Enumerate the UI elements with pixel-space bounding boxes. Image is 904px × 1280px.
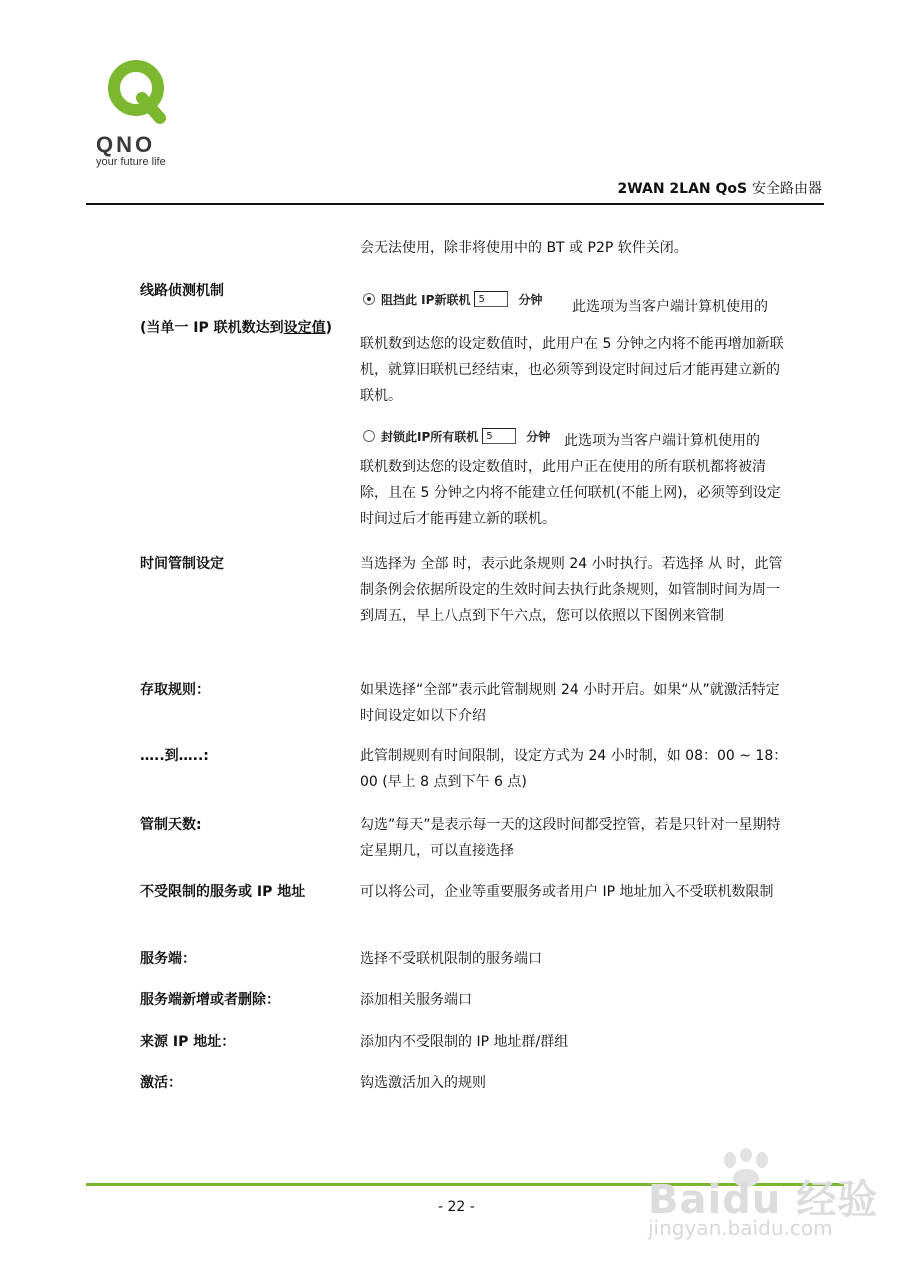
watermark-sub-text: jingyan.baidu.com [648,1216,833,1240]
row-desc-control-days: 勾选”每天”是表示每一天的这段时间都受控管，若是只针对一星期特定星期几，可以直接选择 [360,817,781,859]
option1-unit: 分钟 [518,292,543,307]
row-desc-service-add-remove: 添加相关服务端口 [360,992,472,1008]
row-desc-activate: 钩选激活加入的规则 [360,1075,486,1091]
option1-desc-rest: 联机数到达您的设定数值时，此用户在 5 分钟之内将不能再增加新联机，就算旧联机已经结束，也必须等到设定时间过后才能再建立新的联机。 [360,336,784,404]
radio-block-all-connections[interactable] [363,430,375,442]
document-title-en: 2WAN 2LAN QoS [617,181,748,197]
option2-unit: 分钟 [526,429,551,444]
document-title [617,178,822,198]
row-label-activate: 激活： [140,1075,182,1091]
row-label-service: 服务端： [140,951,196,967]
radio-selected-dot [367,297,371,301]
header-divider [86,203,824,205]
option2-minutes-input[interactable]: 5 [482,428,516,444]
row-desc-time-range: 此管制规则有时间限制，设定方式为 24 小时制，如 08：00 ~ 18：00 (早上 8 点到下午 6 点) [360,748,788,790]
intro-line: 会无法使用，除非将使用中的 BT 或 P2P 软件关闭。 [360,240,688,256]
logo-tagline: your future life [96,156,166,168]
line-detect-sublabel-prefix: (当单一 IP 联机数达到 [140,320,284,336]
row-label-source-ip: 来源 IP 地址： [140,1034,236,1050]
option2-label: 封锁此IP所有联机 [381,429,479,444]
radio-block-new-connections[interactable] [363,293,375,305]
row-desc-service: 选择不受联机限制的服务端口 [360,951,542,967]
row-label-time-control: 时间管制设定 [140,556,224,572]
row-desc-access-rule: 如果选择“全部”表示此管制规则 24 小时开启。如果“从”就激活特定时间设定如以下介绍 [360,682,780,724]
option1-desc-first: 此选项为当客户端计算机使用的 [572,299,768,315]
row-desc-source-ip: 添加内不受限制的 IP 地址群/群组 [360,1034,569,1050]
row-label-unrestricted: 不受限制的服务或 IP 地址 [140,884,306,900]
logo-wordmark: QNO [96,132,156,157]
option1-minutes-input[interactable]: 5 [474,291,508,307]
option-block-all-connections [363,425,550,447]
line-detect-sublabel-suffix: ) [325,320,333,336]
row-desc-unrestricted: 可以将公司，企业等重要服务或者用户 IP 地址加入不受联机数限制 [360,884,774,900]
row-label-time-range: …..到…..: [140,748,209,764]
watermark-main-text: Baidu 经验 [648,1177,879,1223]
row-label-control-days: 管制天数: [140,817,202,833]
option2-desc-first: 此选项为当客户端计算机使用的 [564,433,760,449]
row-label-access-rule: 存取规则： [140,682,210,698]
baidu-watermark [648,1148,879,1248]
line-detect-sublabel [140,315,340,341]
qno-logo [92,58,192,170]
page-number: - 22 - [438,1199,475,1215]
qno-logo-mark [102,58,174,130]
option2-desc-rest: 联机数到达您的设定数值时，此用户正在使用的所有联机都将被清除，且在 5 分钟之内将不能建立任何联机(不能上网)，必须等到设定时间过后才能再建立新的联机。 [360,459,781,527]
row-label-service-add-remove: 服务端新增或者删除： [140,992,280,1008]
line-detect-sublabel-underlined: 设定值 [283,320,326,336]
line-detect-label: 线路侦测机制 [140,283,224,299]
document-title-cn: 安全路由器 [752,181,822,197]
option-block-new-connections [363,288,542,310]
option1-label: 阻挡此 IP新联机 [381,292,471,307]
row-desc-time-control: 当选择为 全部 时，表示此条规则 24 小时执行。若选择 从 时，此管制条例会依据所设定的生效时间去执行此条规则，如管制时间为周一到周五，早上八点到下午六点，您可以依照以下图例来管制 [360,556,783,624]
